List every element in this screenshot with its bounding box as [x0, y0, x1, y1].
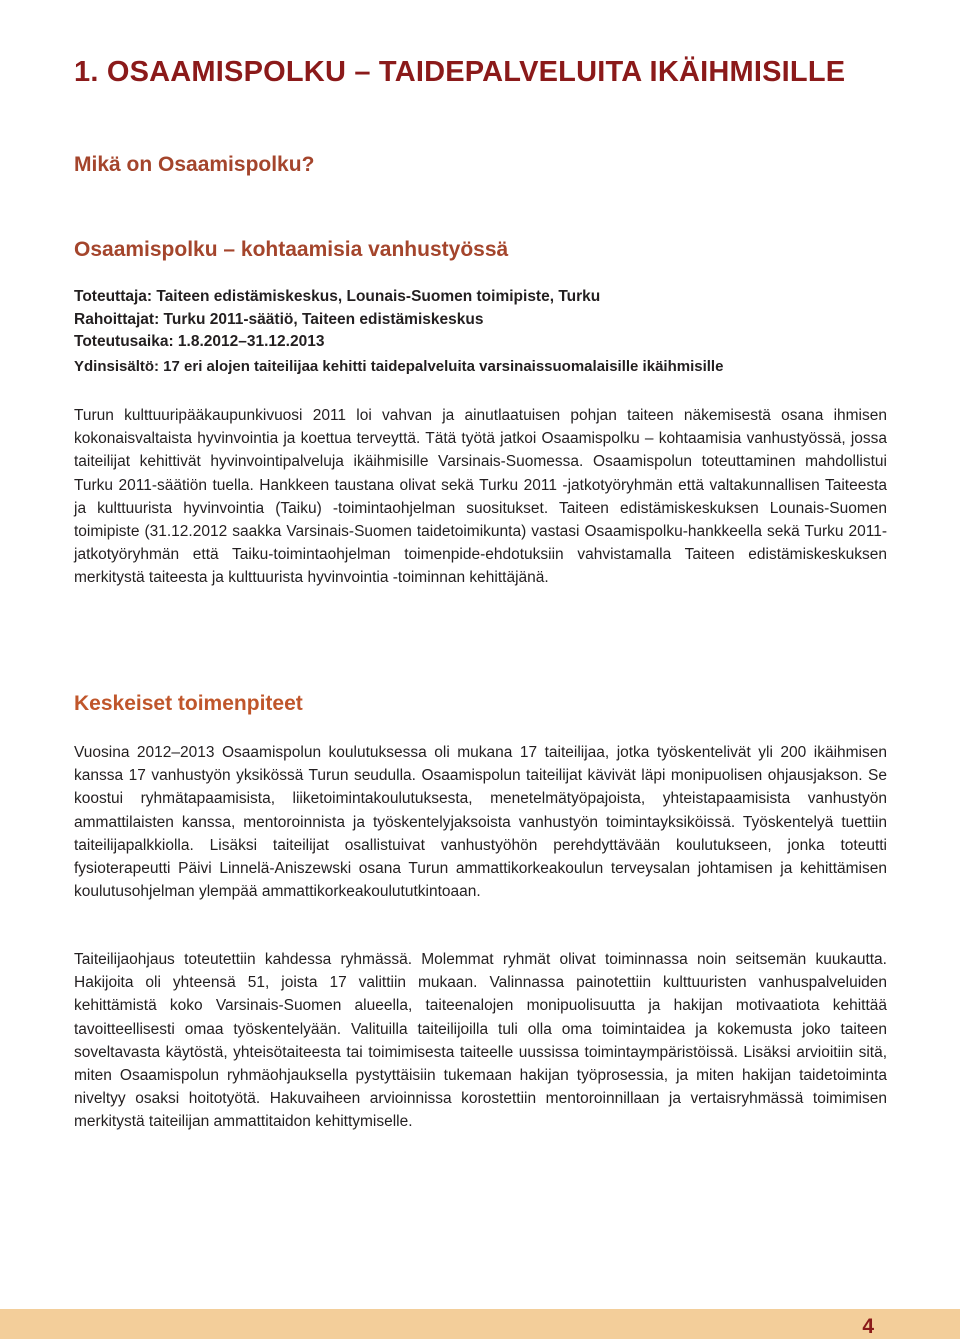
footer-bar: [0, 1309, 960, 1339]
project-meta: [74, 286, 723, 378]
page-title: 1. OSAAMISPOLKU – TAIDEPALVELUITA IKÄIHMISILLE: [74, 56, 846, 88]
page-number: 4: [862, 1315, 874, 1338]
section-title: Keskeiset toimenpiteet: [74, 692, 303, 715]
subheading: Mikä on Osaamispolku?: [74, 153, 315, 176]
project-title: Osaamispolku – kohtaamisia vanhustyössä: [74, 238, 509, 261]
meta-funders: Rahoittajat: Turku 2011-säätiö, Taiteen edistämiskeskus: [74, 310, 484, 328]
intro-paragraph: Turun kulttuuripääkaupunkivuosi 2011 loi vahvan ja ainutlaatuisen pohjan taiteen näkemisestä osana ihmisen kokonaisvaltaista hyvinvointia ja koettua terveyttä. Tätä työtä jatkoi Osaamispolku – kohtaamisia vanhustyössä, jossa taiteilijat kehittivät hyvinvointipalveluja ikäihmisille Varsinais-Suomessa. Osaamispolun toteuttaminen mahdollistui Turku 2011-säätiön tuella. Hankkeen taustana olivat sekä Turku 2011 -jatkotyöryhmän että valtakunnallisen Taiteesta ja kulttuurista hyvinvointia (Taiku) -toimintaohjelman suositukset. Taiteen edistämiskeskuksen Lounais-Suomen toimipiste (31.12.2012 saakka Varsinais-Suomen taidetoimikunta) vastasi Osaamispolku-hankkeella sekä Turku 2011-jatkotyöryhmän että Taiku-toimintaohjelman toimenpide-ehdotuksiin vahvistamalla Taiteen edistämiskeskuksen merkitystä taiteesta ja kulttuurista hyvinvointia -toiminnan kehittäjänä.: [74, 407, 887, 587]
body-paragraph-2: Taiteilijaohjaus toteutettiin kahdessa ryhmässä. Molemmat ryhmät olivat toiminnassa noin seitsemän kuukautta. Hakijoita oli yhteensä 51, joista 17 valittiin mukaan. Valinnassa painotettiin kulttuuristen vanhuspalveluiden kehittämistä koko Varsinais-Suomen alueella, taiteenalojen monipuolisuutta ja hakijan motivaatiota kehittää tavoitteellisesti omaa työskentelyään. Valituilla taiteilijoilla tuli olla oma toimintaidea ja kokemusta joko taiteen soveltavasta käytöstä, yhteisötaiteesta tai toimimisesta taiteelle uussissa toimintaympäristöissä. Lisäksi arvioitiin sitä, miten Osaamispolun ryhmäohjauksella pystyttäisiin tukemaan hakijan työprosessia, ja miten hakijan taidetoiminta niveltyy osaksi hoitotyötä. Hakuvaiheen arvioinnissa korostettiin mentoroinnillaan ja vertaisryhmässä toimimisen merkitystä taiteilijan ammattitaidon kehittymiselle.: [74, 951, 887, 1131]
meta-summary: Ydinsisältö: 17 eri alojen taiteilijaa kehitti taidepalveluita varsinaissuomalaisille ikäihmisille: [74, 357, 724, 375]
meta-period: Toteutusaika: 1.8.2012–31.12.2013: [74, 333, 325, 350]
body-paragraph-1: Vuosina 2012–2013 Osaamispolun koulutuksessa oli mukana 17 taiteilijaa, jotka työskentelivät yli 200 ikäihmisen kanssa 17 vanhustyön yksikössä Turun seudulla. Osaamispolun taiteilijat kävivät läpi monipuolisen ohjausjakson. Se koostui ryhmätapaamisista, liiketoimintakoulutuksesta, menetelmätyöpajoista, yhteistapaamisista vanhustyön ammattilaisten kanssa, mentoroinnista ja työskentelyjaksoista vanhustyön toimintayksiköissä. Työskentelyä tuettiin taiteilijapalkkiolla. Lisäksi taiteilijat osallistuivat vanhustyöhön perehdyttävään koulutukseen, jonka toteutti fysioterapeutti Päivi Linnelä-Aniszewski osana Turun ammattikorkeakoulun terveysalan johtamisen ja kehittämisen koulutusohjelman ylempää ammattikorkeakoulututkintoaan.: [74, 744, 887, 901]
meta-implementer: Toteuttaja: Taiteen edistämiskeskus, Lounais-Suomen toimipiste, Turku: [74, 288, 601, 305]
